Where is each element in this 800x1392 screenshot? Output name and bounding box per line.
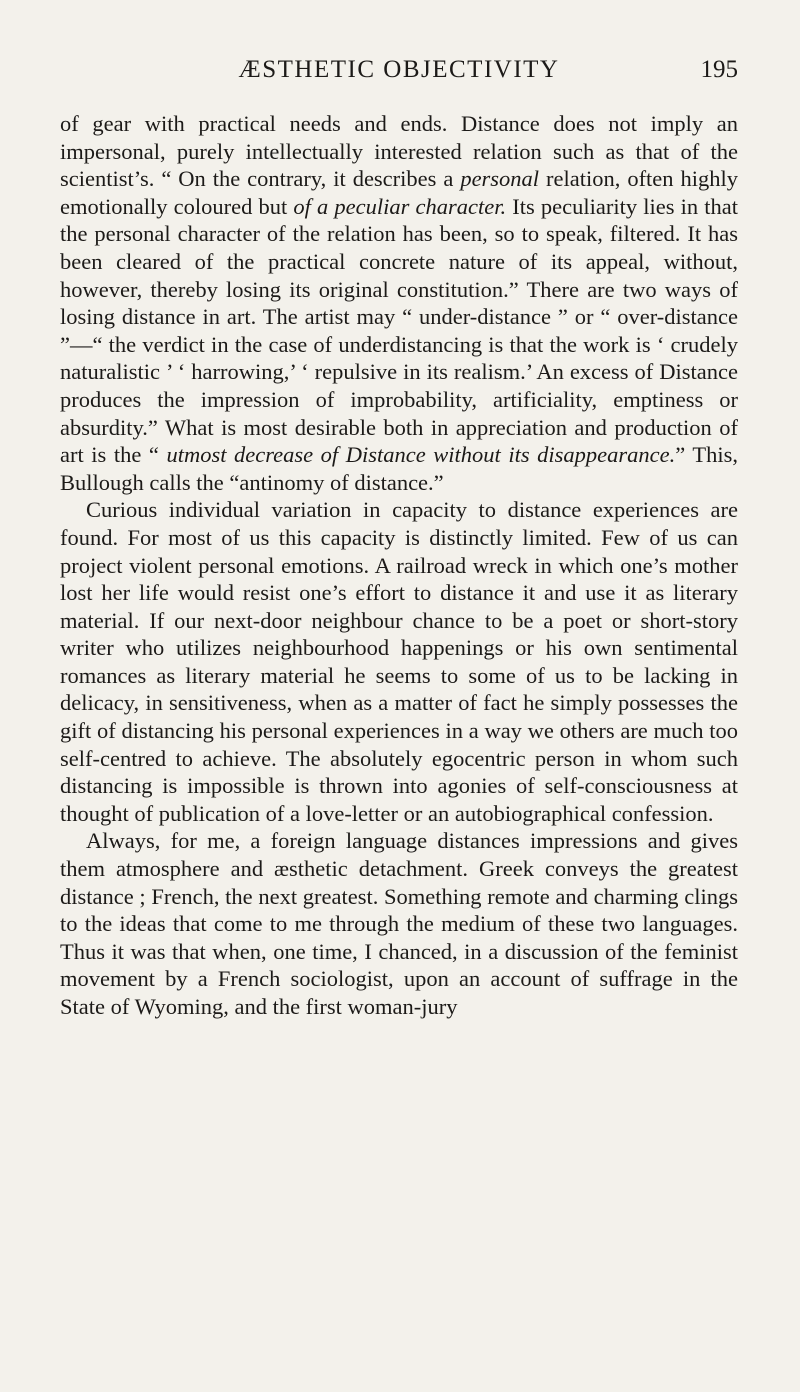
text-segment: Curious individual variation in capacity to distance experiences are found. For most of us this capacity is distinctly limited. Few of us can project violent personal emotions. A railroad wreck in which one’s mother lost her life would resist one’s effort to distance it and use it as literary material. If our next-door neighbour chance to be a poet or short-story writer who utilizes neighbourhood happenings or his own sentimental romances as literary material he seems to some of us to be lacking in delicacy, in sensitiveness, when as a matter of fact he simply possesses the gift of distancing his personal experiences in a way we others are much too self-centred to achieve. The absolutely egocentric person in whom such distancing is impossible is thrown into agonies of self-consciousness at thought of publication of a love-letter or an autobiographical confession. xyxy=(60,497,738,826)
running-head xyxy=(60,56,738,96)
text-segment: of gear with practical needs and ends. Distance does not imply an impersonal, purely intellectually interested relation such as that of the scientist’s. “ On the contrary, it describes a xyxy=(60,111,738,192)
italic-segment: utmost decrease of Distance without its disappearance. xyxy=(166,442,676,468)
running-title: ÆSTHETIC OBJECTIVITY xyxy=(238,56,560,83)
paragraph-3 xyxy=(60,827,738,1020)
page-number: 195 xyxy=(700,56,738,83)
paragraph-2 xyxy=(60,496,738,827)
text-segment: Its peculiarity lies in that the personal character of the relation has been, so to speak, filtered. It has been cleared of the practical concrete nature of its appeal, without, however, thereby losing its original constitution.” There are two ways of losing distance in art. The artist may “ under-distance ” or “ over-distance ”—“ the verdict in the case of underdistancing is that the work is ‘ crudely naturalistic ’ ‘ harrowing,’ ‘ repulsive in its realism.’ An excess of Distance produces the impression of improbability, artificiality, emptiness or absurdity.” What is most desirable both in appreciation and production of art is the “ xyxy=(60,193,738,468)
italic-segment: of a peculiar character. xyxy=(293,193,507,219)
body-text xyxy=(60,110,738,1021)
text-segment: Always, for me, a foreign language distances impressions and gives them atmosphere and æsthetic detachment. Greek conveys the greatest distance ; French, the next greatest. Something remote and charming clings to the ideas that come to me through the medium of these two languages. Thus it was that when, one time, I chanced, in a discussion of the feminist movement by a French sociologist, upon an account of suffrage in the State of Wyoming, and the first woman-jury xyxy=(60,828,738,1019)
text-segment: relation, often highly emotionally coloured but xyxy=(60,166,738,219)
paragraph-1 xyxy=(60,110,738,496)
text-segment: ” This, Bullough calls the “antinomy of distance.” xyxy=(60,442,738,495)
italic-segment: personal xyxy=(460,166,540,192)
book-page xyxy=(60,56,738,1021)
